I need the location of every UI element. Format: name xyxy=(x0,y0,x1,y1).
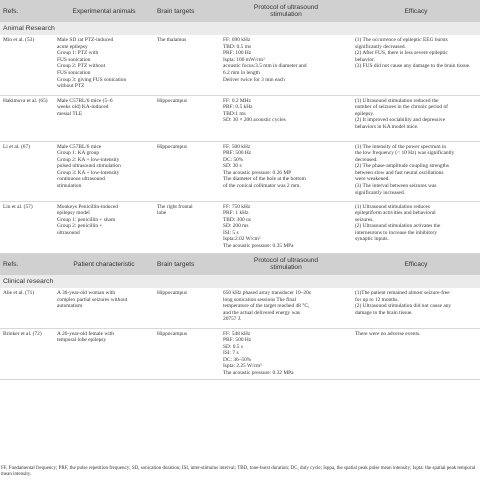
cell-target: Hippocampus xyxy=(154,141,220,201)
cell-efficacy: (1)The patient remained almost seizure-free for up to 12 months. (2) Ultrasound stimulation did not cause any damage to the brain tissue. xyxy=(352,288,480,328)
header-protocol: Protocol of ultrasound stimulation xyxy=(220,0,352,22)
cell-protocol: FF: 750 kHz PRF: 1 kHz TBD: 300 us SD: 200 ms ISI: 5 s Ispta:2.02 W/cm² The acoustic pressure: 0.35 MPa xyxy=(220,201,352,253)
cell-efficacy: (1) Ultrasound stimulation reduces epileptiform activities and behavioral seizures. (2) Ultrasound stimulation activates the interneurons to increase the inhibitory synaptic inputs. xyxy=(352,201,480,253)
clinical-header-row xyxy=(0,253,480,275)
cell-efficacy: (1) The occurrence of epileptic EEG bursts significantly decreased. (2) After FUS, there is less severe epileptic behavior. (3) FUS did not cause any damage to the brain tissue. xyxy=(352,35,480,95)
cell-subjects: Male SD rat PTZ-induced acute epilepsy Group 1: PTZ with FUS sonication Group 2: PTZ without FUS sonication Group 3: giving FUS sonication without PTZ xyxy=(54,35,154,95)
header-refs: Refs. xyxy=(0,0,54,22)
section-row-animal xyxy=(0,22,480,35)
section-title: Animal Research xyxy=(0,22,480,35)
cell-target: Hippocampus xyxy=(154,95,220,141)
cell-subjects: Male C57BL/6 mice Group 1: KA group Group 2: KA + low-intensity pulsed ultrasound stimulation Group 3: KA + low-intensity continuous ultrasound stimulation xyxy=(54,141,154,201)
cell-ref: Hakimova et al. (65) xyxy=(0,95,54,141)
cell-target: Hippocampus xyxy=(154,328,220,379)
section-title: Clinical research xyxy=(0,275,480,288)
clinical-block xyxy=(0,253,480,379)
cell-subjects: Male C57BL/6 mice (5–6 weeks old) KA-induced mesial TLE xyxy=(54,95,154,141)
section-row-clinical xyxy=(0,275,480,288)
header-efficacy: Efficacy xyxy=(352,253,480,275)
table-row xyxy=(0,288,480,328)
cell-target: The right frontal lobe xyxy=(154,201,220,253)
cell-ref: Abe et al. (71) xyxy=(0,288,54,328)
cell-efficacy: (1) The intensity of the power spectrum in the low frequency (< 10 Hz) was significantly decreased. (2) The phase-amplitude coupling strengths between slow and fast neural oscillations were weakened. (3) The interval between seizures was significantly increased. xyxy=(352,141,480,201)
table-row xyxy=(0,201,480,253)
cell-ref: Min et al. (53) xyxy=(0,35,54,95)
cell-subjects: A 36-year-old woman with complex partial seizures without automatism xyxy=(54,288,154,328)
table-row xyxy=(0,95,480,141)
cell-target: Hippocampus xyxy=(154,288,220,328)
header-subjects: Patient characteristic xyxy=(54,253,154,275)
cell-efficacy: (1) Ultrasound stimulation reduced the number of seizures in the chronic period of epilepsy. (2) It improved sociability and depressive behaviors in KA model mice. xyxy=(352,95,480,141)
header-targets: Brain targets xyxy=(154,253,220,275)
cell-protocol: 650 kHz phased array transducer 10–20s long sonication sessions The final temperature of the target reached 48 °C, and the actual delivered energy was 20757 J. xyxy=(220,288,352,328)
table-row xyxy=(0,141,480,201)
cell-subjects: A 26-year-old female with temporal lobe epilepsy xyxy=(54,328,154,379)
header-refs: Refs. xyxy=(0,253,54,275)
header-subjects: Experimental animals xyxy=(54,0,154,22)
cell-protocol: FF: 690 kHz TBD: 0.5 ms PRF: 100 Hz Ispta: 100 mW/cm² acoustic focus:3.5 mm in diameter and 6.2 mm in length Deliver twice for 3 min each xyxy=(220,35,352,95)
table-footnote: FF, Fundamental frequency; PRF, the pulse repetition frequency; SD, sonication duration; ISI, inter-stimulus interval; TBD, tone-burst duration; DC, duty cycle; Isppa, the spatial peak pulse mean intensity; Ispta: the spatial peak temporal mean intensity. xyxy=(1,466,476,478)
cell-protocol: FF: 500 kHz PRF: 500 Hz DC: 50% SD: 30 s The acoustic pressure: 0.26 MP The diameter of the hole at the bottom of the conical collimator was 2 mm. xyxy=(220,141,352,201)
cell-target: The thalamus xyxy=(154,35,220,95)
table-row xyxy=(0,35,480,95)
cell-ref: Lin et al. (57) xyxy=(0,201,54,253)
header-protocol: Protocol of ultrasound stimulation xyxy=(220,253,352,275)
header-targets: Brain targets xyxy=(154,0,220,22)
cell-efficacy: There were no adverse events. xyxy=(352,328,480,379)
cell-subjects: Monkeys Penicillin-induced epilepsy model Group 1: penicillin + sham Group 2: penicillin + ultrasound xyxy=(54,201,154,253)
cell-ref: Brinker et al. (72) xyxy=(0,328,54,379)
header-efficacy: Efficacy xyxy=(352,0,480,22)
cell-protocol: FF: 0.2 MHz PRF: 0.5 kHz TBD:1 ms SD: 30 × 200 acoustic cycles xyxy=(220,95,352,141)
cell-ref: Li et al. (67) xyxy=(0,141,54,201)
table-row xyxy=(0,328,480,379)
cell-protocol: FF: 548 kHz PRF: 500 Hz SD: 0.5 s ISI: 7 s DC: 36–50% Ispta: 2.25 W/cm² The acoustic pressure: 0.32 MPa xyxy=(220,328,352,379)
animal-header-row xyxy=(0,0,480,22)
